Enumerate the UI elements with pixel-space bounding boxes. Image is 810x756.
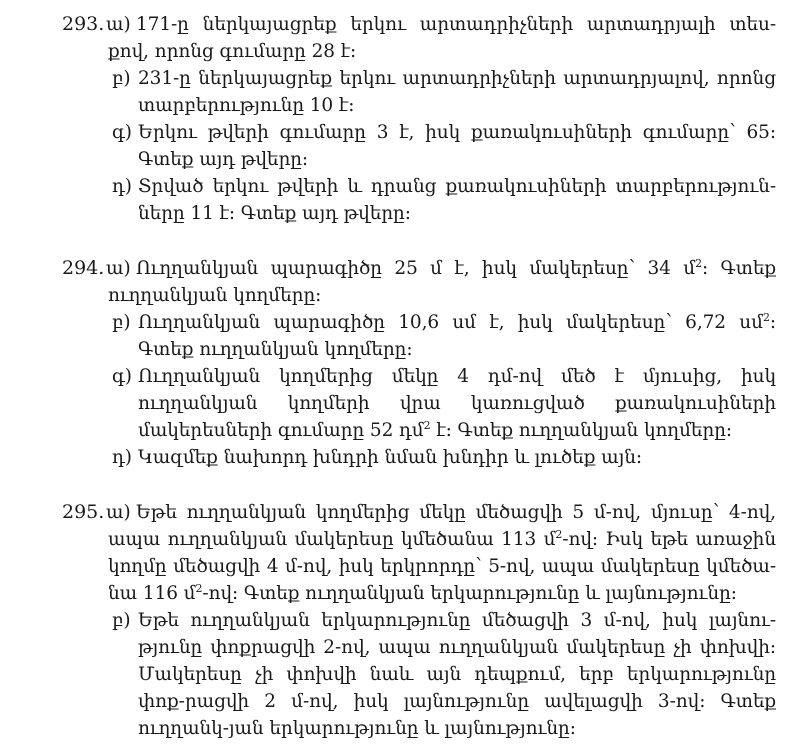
item-label: ա): [106, 14, 131, 35]
problem-item-b: [112, 607, 776, 742]
item-label: բ): [112, 610, 131, 631]
item-text: Ուղղանկյան պարագիծը 25 մ է, իսկ մակերեսը՝ 34 մ$^2$: Գտեք ուղղանկյան կողմերը:: [108, 257, 776, 306]
item-text: Ուղղանկյան կողմերից մեկը 4 դմ-ով մեծ է մյուսից, իսկ ուղղանկյան կողմերի վրա կառուցված քառակուսիների մակերեսների գումարը 52 դմ$^2$ է: Գտեք ուղղանկյան կողմերը:: [138, 366, 776, 441]
problem-293: [0, 11, 810, 227]
problem-item-b: [112, 65, 776, 119]
item-text: Երկու թվերի գումարը 3 է, իսկ քառակուսիների գումարը՝ 65: Գտեք այդ թվերը:: [138, 122, 776, 170]
item-text: 231-ը ներկայացրեք երկու արտադրիչների արտադրյալով, որոնց տարբերությունը 10 է:: [138, 68, 776, 116]
item-label: գ): [112, 122, 132, 143]
item-text: Տրված երկու թվերի և դրանց քառակուսիների տարբերություն-ները 11 է: Գտեք այդ թվերը:: [138, 176, 776, 224]
item-label: բ): [112, 312, 131, 333]
item-label: դ): [112, 447, 132, 468]
item-label: ա): [106, 502, 131, 523]
problem-item-b: [112, 309, 776, 363]
problem-item-d: [112, 444, 776, 471]
problem-number: 295.: [62, 501, 105, 523]
item-label: գ): [112, 366, 132, 387]
problem-item-d: [112, 173, 776, 227]
problem-294: [0, 255, 810, 471]
item-text: Ուղղանկյան պարագիծը 10,6 սմ է, իսկ մակերեսը՝ 6,72 սմ$^2$: Գտեք ուղղանկյան կողմերը:: [138, 311, 776, 360]
item-label: դ): [112, 176, 132, 197]
item-label: բ): [112, 68, 131, 89]
problem-number: 293.: [62, 13, 105, 35]
item-text: Եթե ուղղանկյան կողմերից մեկը մեծացվի 5 մ-ով, մյուսը՝ 4-ով, ապա ուղղանկյան մակերեսը կմեծանա 113 մ$^2$-ով: Իսկ եթե առաջին կողմը մեծացվի 4 մ-ով, իսկ երկրորդը՝ 5-ով, ապա մակերեսը կմեծա-նա 116 մ$^2$-ով: Գտեք ուղղանկյան երկարությունը և լայնությունը:: [108, 502, 776, 604]
problem-number: 294.: [62, 257, 105, 279]
problem-item-a: [108, 11, 776, 65]
problem-item-c: [112, 119, 776, 173]
item-text: 171-ը ներկայացրեք երկու արտադրիչների արտադրյալի տես-քով, որոնց գումարը 28 է:: [108, 14, 776, 62]
item-text: Եթե ուղղանկյան երկարությունը մեծացվի 3 մ-ով, իսկ լայնու-թյունը փոքրացվի 2-ով, ապա ուղղանկյան մակերեսը չի փոխվի: Մակերեսը չի փոխվի նաև այն դեպքում, երբ երկարությունը փոք-րացվի 2 մ-ով, իսկ լայնությունը ավելացվի 3-ով: Գտեք ուղղանկ-յան երկարությունը և լայնությունը:: [138, 610, 776, 739]
problem-item-a: [108, 255, 776, 309]
problem-item-a: [108, 499, 776, 607]
item-text: Կազմեք նախորդ խնդրի նման խնդիր և լուծեք այն:: [138, 447, 643, 468]
problem-item-c: [112, 363, 776, 444]
problem-295: [0, 499, 810, 742]
item-label: ա): [106, 258, 131, 279]
